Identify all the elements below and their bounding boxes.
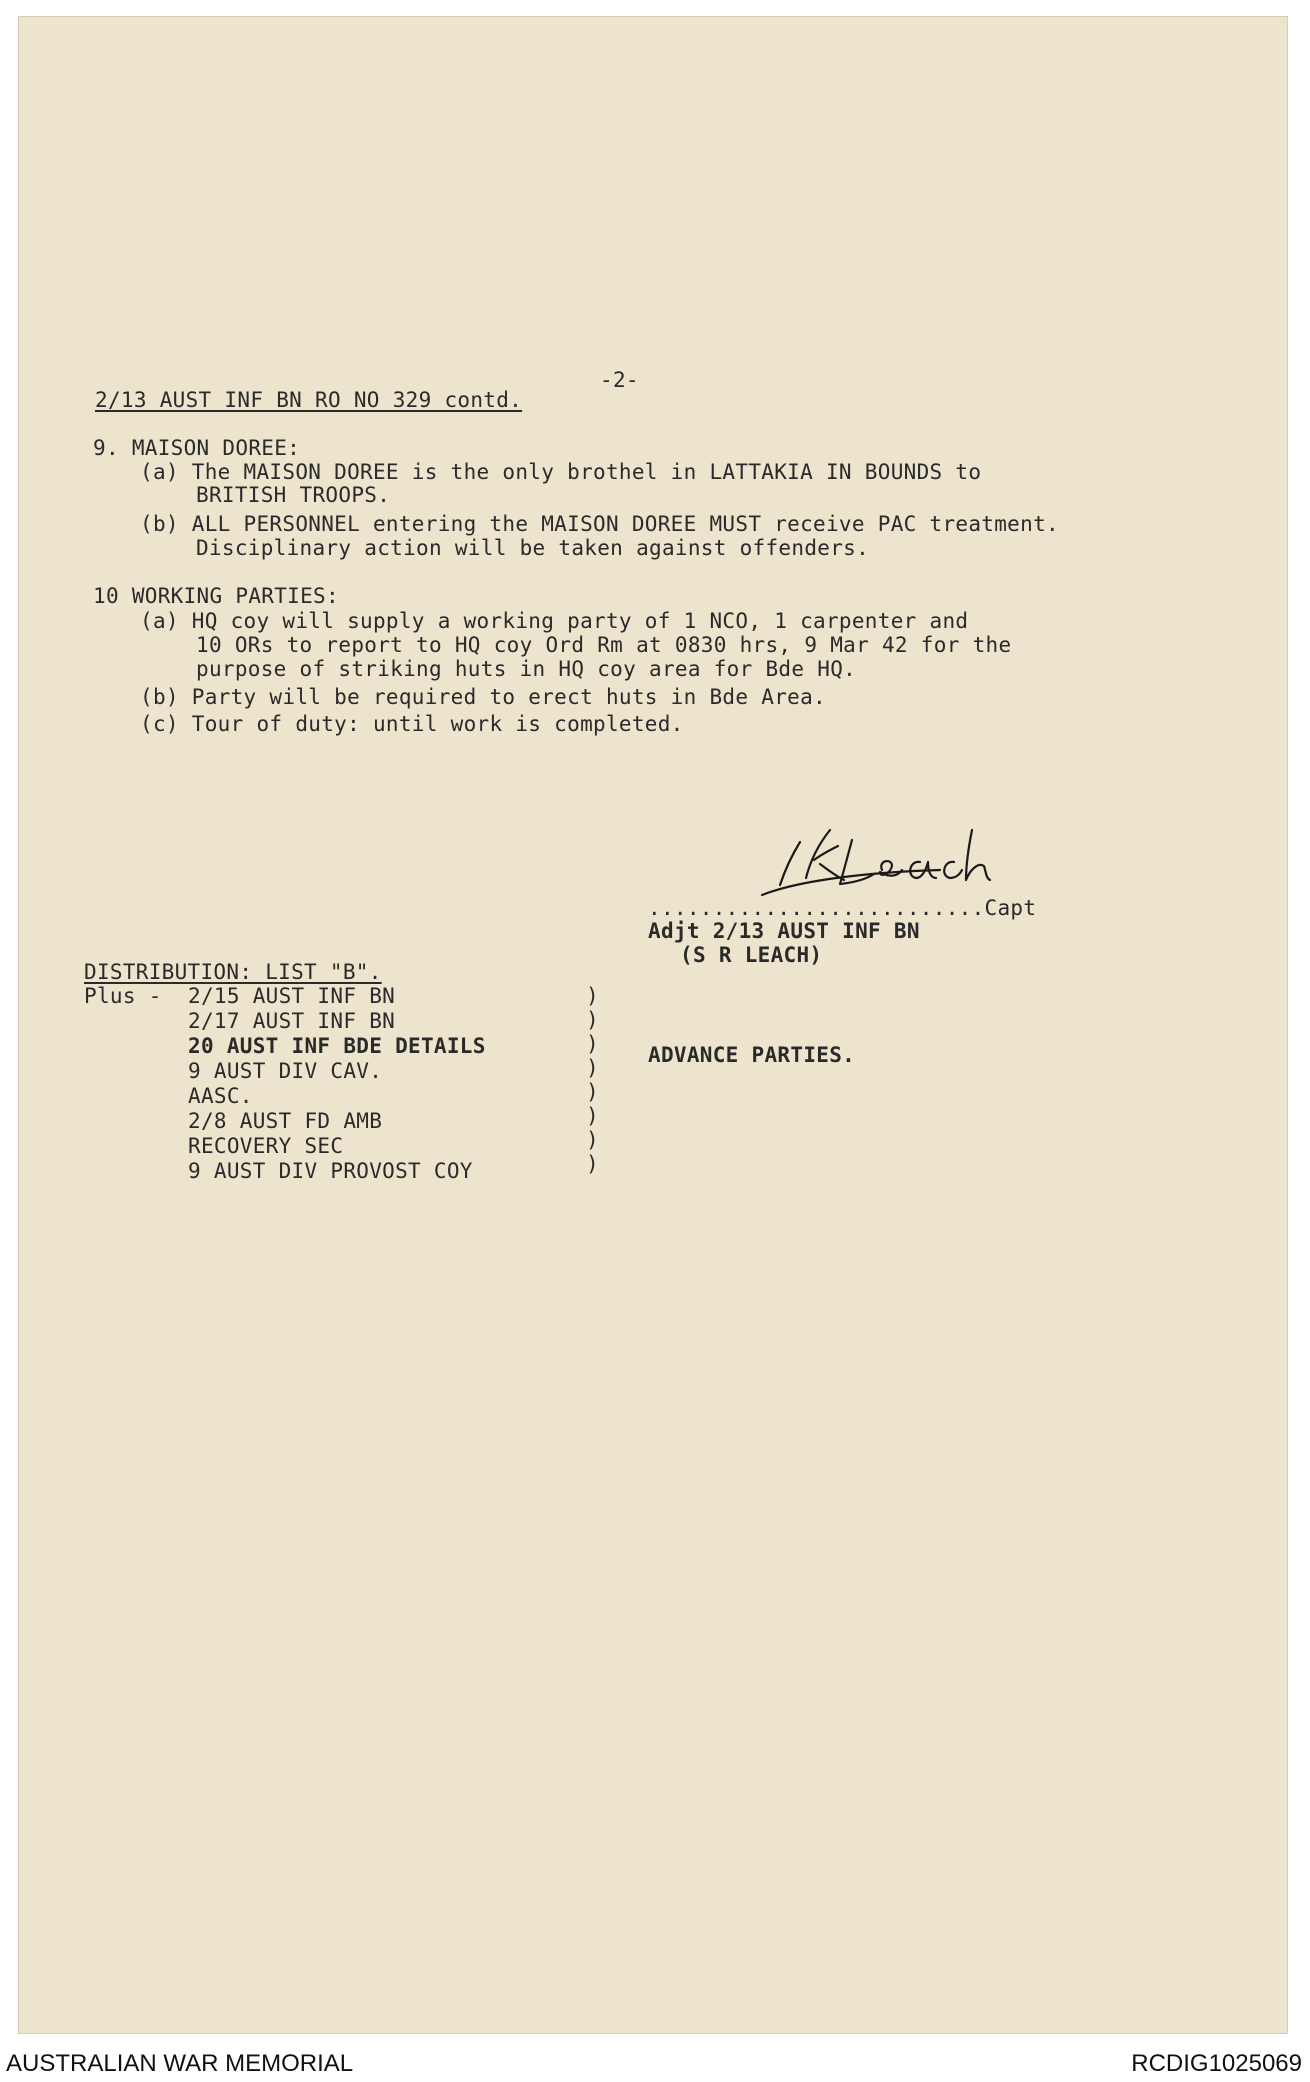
distribution-unit: RECOVERY SEC <box>188 1134 344 1158</box>
distribution-plus: Plus - <box>84 984 162 1008</box>
signature-name: (S R LEACH) <box>680 943 823 967</box>
section-9-title: 9. MAISON DOREE: <box>93 436 301 460</box>
order-heading: 2/13 AUST INF BN RO NO 329 contd. <box>95 388 523 412</box>
signature-mark <box>740 800 1020 910</box>
signature-dots-rank: ..........................Capt <box>648 896 1037 920</box>
distribution-title: DISTRIBUTION: LIST "B". <box>84 960 382 984</box>
footer-reference: RCDIG1025069 <box>1131 2050 1302 2077</box>
distribution-unit: 20 AUST INF BDE DETAILS <box>188 1034 486 1058</box>
section-10-b: (b) Party will be required to erect huts in Bde Area. <box>140 685 826 709</box>
section-10-a-line1: (a) HQ coy will supply a working party of 1 NCO, 1 carpenter and <box>140 609 969 633</box>
footer-source: AUSTRALIAN WAR MEMORIAL <box>6 2050 354 2077</box>
distribution-unit: 2/8 AUST FD AMB <box>188 1109 383 1133</box>
distribution-unit: AASC. <box>188 1084 253 1108</box>
signature-appointment: Adjt 2/13 AUST INF BN <box>648 919 920 943</box>
distribution-unit: 9 AUST DIV CAV. <box>188 1059 383 1083</box>
section-10-a-line3: purpose of striking huts in HQ coy area for Bde HQ. <box>196 657 857 681</box>
section-9-b-line1: (b) ALL PERSONNEL entering the MAISON DOREE MUST receive PAC treatment. <box>140 512 1059 536</box>
distribution-unit: 2/15 AUST INF BN <box>188 984 396 1008</box>
section-10-c: (c) Tour of duty: until work is completed. <box>140 712 684 736</box>
advance-parties-label: ADVANCE PARTIES. <box>648 1043 856 1067</box>
section-9-a-line1: (a) The MAISON DOREE is the only brothel in LATTAKIA IN BOUNDS to <box>140 460 982 484</box>
section-9-b-line2: Disciplinary action will be taken against offenders. <box>196 536 870 560</box>
distribution-unit: 2/17 AUST INF BN <box>188 1009 396 1033</box>
grouping-brace: ) ) ) ) ) ) ) ) <box>586 984 599 1176</box>
section-10-title: 10 WORKING PARTIES: <box>93 584 339 608</box>
section-10-a-line2: 10 ORs to report to HQ coy Ord Rm at 0830 hrs, 9 Mar 42 for the <box>196 633 1012 657</box>
page-number: -2- <box>600 368 639 392</box>
section-9-a-line2: BRITISH TROOPS. <box>196 483 391 507</box>
distribution-unit: 9 AUST DIV PROVOST COY <box>188 1159 473 1183</box>
